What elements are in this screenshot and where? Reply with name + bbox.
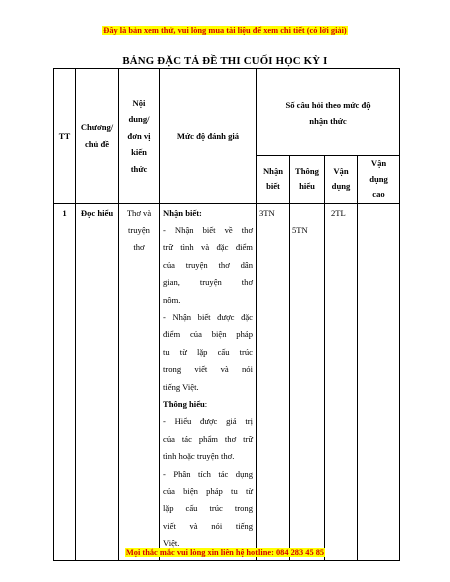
recognition-line: gian, truyện thơ	[163, 277, 253, 288]
header-recognition-line: Nhận	[262, 165, 284, 176]
comprehension-heading-line	[163, 396, 253, 413]
header-advanced-application-line: dụng	[369, 173, 388, 184]
recognition-line: nôm.	[163, 294, 181, 305]
recognition-line: điểm của biện pháp	[163, 329, 253, 340]
header-comprehension	[290, 156, 325, 204]
row-application-count: 2TL	[325, 203, 358, 560]
comprehension-line: của tác phẩm thơ trữ	[163, 433, 253, 444]
recognition-line: tiếng Việt.	[163, 381, 199, 392]
header-content-line: đơn vị	[127, 130, 151, 141]
recognition-line: - Nhận biết về thơ	[163, 224, 253, 235]
header-comprehension-line: hiểu	[299, 181, 315, 192]
comprehension-line: - Phân tích tác dụng	[163, 468, 253, 479]
recognition-line: của truyện thơ dân	[163, 259, 253, 270]
row-tt: 1	[54, 203, 76, 560]
header-question-count-line1: Số câu hỏi theo mức độ	[285, 99, 371, 110]
header-comprehension-line: Thông	[295, 165, 319, 176]
header-content-line: thức	[130, 163, 148, 174]
header-recognition-line: biết	[266, 181, 280, 192]
table-header-row	[54, 69, 400, 156]
header-chapter-topic	[76, 69, 119, 204]
specification-table	[53, 68, 400, 561]
recognition-heading: Nhận biết:	[163, 207, 202, 218]
header-content-line: Nội	[132, 97, 146, 108]
header-content-line: dung/	[128, 114, 150, 124]
row-content-line: truyện	[128, 224, 150, 235]
recognition-line: tu từ lặp cấu trúc	[163, 346, 253, 357]
recognition-line: trữ tình và đặc điểm	[163, 242, 253, 253]
preview-notice-banner	[0, 26, 450, 35]
comprehension-line: tình hoặc truyện thơ.	[163, 451, 235, 462]
comprehension-heading: Thông hiểu	[163, 398, 205, 409]
row-advanced-application-count	[358, 203, 400, 560]
page-title: BẢNG ĐẶC TẢ ĐỀ THI CUỐI HỌC KỲ I	[122, 55, 328, 67]
header-advanced-application-line: cao	[372, 189, 385, 199]
row-assessment-level	[160, 203, 257, 560]
header-assessment-level: Mức độ đánh giá	[160, 69, 257, 204]
header-content-line: kiến	[131, 147, 147, 157]
row-content-unit	[119, 203, 160, 560]
row-comprehension-count: 5TN	[290, 203, 325, 560]
hotline-banner	[0, 548, 450, 557]
row-chapter: Đọc hiểu	[76, 203, 119, 560]
header-advanced-application	[358, 156, 400, 204]
header-advanced-application-line: Vận	[370, 158, 387, 168]
recognition-line: - Nhận biết được đặc	[163, 311, 253, 322]
comprehension-line: Việt.	[163, 538, 180, 549]
comprehension-line: của biện pháp tu từ	[163, 486, 253, 496]
row-content-line: thơ	[133, 242, 145, 253]
hotline-text: Mọi thắc mắc vui lòng xin liên hệ hotline: 084 283 45 85	[125, 548, 325, 557]
header-application-line: dụng	[331, 181, 351, 192]
header-chapter-line2: chủ đề	[84, 138, 110, 149]
header-recognition	[257, 156, 290, 204]
comprehension-line: viết và nói tiếng	[163, 520, 253, 531]
comprehension-colon: :	[204, 398, 208, 409]
recognition-line: trong viết và nói	[163, 364, 253, 375]
header-content-unit	[119, 69, 160, 204]
header-question-count-line2: nhận thức	[309, 115, 347, 126]
comprehension-line: lặp cấu trúc trong	[163, 503, 253, 514]
table-row	[54, 203, 400, 560]
preview-notice-text: Đây là bản xem thử, vui lòng mua tài liệu để xem chi tiết (có lời giải)	[103, 26, 347, 35]
row-content-line: Thơ và	[126, 207, 152, 218]
header-question-count-group	[257, 69, 400, 156]
row-recognition-count: 3TN	[257, 203, 290, 560]
header-tt: TT	[54, 69, 76, 204]
comprehension-line: - Hiểu được giá trị	[163, 416, 253, 427]
header-application	[325, 156, 358, 204]
header-application-line: Vận	[333, 165, 349, 176]
header-chapter-line1: Chương/	[80, 122, 114, 133]
